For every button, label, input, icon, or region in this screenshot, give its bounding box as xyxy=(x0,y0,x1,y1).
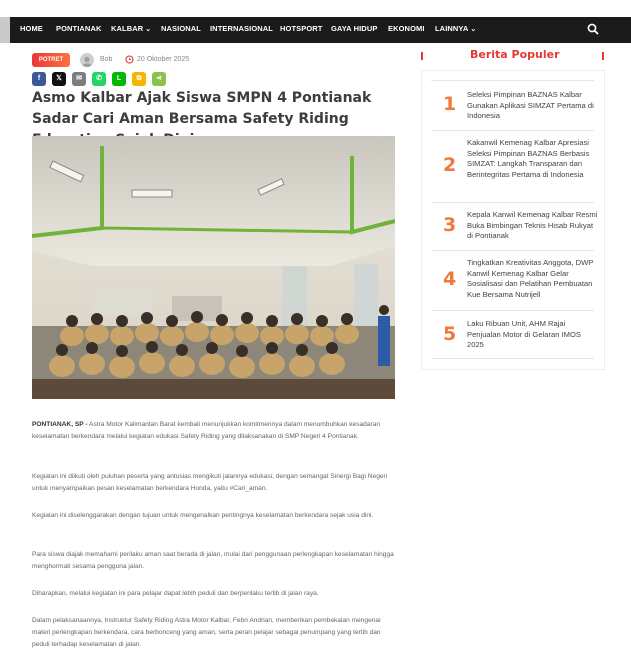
rank-number: 4 xyxy=(443,268,457,290)
divider xyxy=(431,310,594,311)
article-photo xyxy=(32,136,395,399)
user-icon xyxy=(80,54,94,67)
line-icon: L xyxy=(116,75,122,82)
publish-date: 20 Oktober 2025 xyxy=(137,56,190,63)
nav-item-label: HOME xyxy=(20,24,43,33)
nav-item-hotsport[interactable] xyxy=(280,24,322,33)
x-icon: 𝕏 xyxy=(56,75,62,82)
group-photo-image xyxy=(32,136,395,399)
rank-number: 3 xyxy=(443,214,457,236)
popular-news-link[interactable]: Seleksi Pimpinan BAZNAS Kalbar Gunakan Aplikasi SIMZAT Pertama di Indonesia xyxy=(467,90,594,121)
nav-item-kalbar[interactable] xyxy=(111,24,151,33)
divider xyxy=(431,358,594,359)
divider xyxy=(431,250,594,251)
lead-text: Astra Motor Kalimantan Barat kembali menunjukkan komitmennya dalam menumbuhkan kesadaran keselamatan berkendara melalui kegiatan edukasi Safety Riding yang dilaksanakan di SMP Negeri 4 Pontianak. xyxy=(32,421,381,440)
x-share-button[interactable] xyxy=(52,72,66,86)
nav-item-label: INTERNASIONAL xyxy=(210,24,273,33)
nav-item-label: NASIONAL xyxy=(161,24,201,33)
nav-item-label: GAYA HIDUP xyxy=(331,24,378,33)
nav-item-nasional[interactable] xyxy=(161,24,201,33)
rank-number: 1 xyxy=(443,93,457,115)
popular-news-link[interactable]: Tingkatkan Kreativitas Anggota, DWP Kanwil Kemenag Kalbar Gelar Sosialisasi dan Pelatihan Pembuatan Kue Bersama Nutrijell xyxy=(467,258,594,299)
article-paragraph: Diharapkan, melalui kegiatan ini para pelajar dapat lebih peduli dan berperilaku tertib di jalan raya. xyxy=(32,590,319,597)
popular-news-link[interactable]: Laku Ribuan Unit, AHM Rajai Penjualan Motor di Gelaran IMOS 2025 xyxy=(467,319,581,350)
article-paragraph: Para siswa diajak memahami perilaku aman saat berada di jalan, mulai dari penggunaan perlengkapan keselamatan hingga menghormati sesama pengguna jalan. xyxy=(32,551,394,570)
share-icon: ⋖ xyxy=(156,75,162,82)
rank-number: 2 xyxy=(443,154,457,176)
article-title: Asmo Kalbar Ajak Siswa SMPN 4 Pontianak Sadar Cari Aman Bersama Safety Riding xyxy=(32,90,372,127)
avatar xyxy=(80,53,94,67)
author-name[interactable]: Bob xyxy=(100,56,113,63)
nav-item-label: HOTSPORT xyxy=(280,24,323,33)
nav-item-ekonomi[interactable] xyxy=(388,24,425,33)
nav-item-pontianak[interactable] xyxy=(56,24,101,33)
nav-item-internasional[interactable] xyxy=(210,24,273,33)
nav-item-label: PONTIANAK xyxy=(56,24,102,33)
nav-item-label: KALBAR xyxy=(111,24,144,33)
share-button[interactable] xyxy=(152,72,166,86)
email-icon: ✉ xyxy=(76,75,82,82)
divider xyxy=(431,80,594,81)
clock-icon xyxy=(125,55,134,64)
nav-item-home[interactable] xyxy=(20,24,43,33)
nav-item-gaya-hidup[interactable] xyxy=(331,24,377,33)
chevron-down-icon: ⌄ xyxy=(470,26,477,33)
sidebar-title-marker xyxy=(602,52,604,60)
line-share-button[interactable] xyxy=(112,72,126,86)
category-badge[interactable]: POTRET xyxy=(32,53,70,67)
facebook-icon: f xyxy=(37,75,41,82)
article-paragraph: Kegiatan ini diselenggarakan dengan tujuan untuk mengenalkan pentingnya keselamatan berkendara sejak usia dini. xyxy=(32,512,374,519)
facebook-share-button[interactable] xyxy=(32,72,46,86)
whatsapp-share-button[interactable] xyxy=(92,72,106,86)
dateline: PONTIANAK, SP - xyxy=(32,421,88,428)
nav-item-lainnya[interactable] xyxy=(435,24,476,33)
whatsapp-icon: ✆ xyxy=(96,75,102,82)
popular-news-link[interactable]: Kepala Kanwil Kemenag Kalbar Resmi Buka Bimbingan Teknis Hisab Rukyat di Pontianak xyxy=(467,210,598,241)
top-strip xyxy=(0,0,631,17)
divider xyxy=(431,130,594,131)
nav-item-label: EKONOMI xyxy=(388,24,425,33)
nav-item-label: LAINNYA xyxy=(435,24,469,33)
rank-number: 5 xyxy=(443,323,457,345)
chevron-down-icon: ⌄ xyxy=(145,26,152,33)
article-paragraph: Dalam pelaksanaannya, Instruktur Safety Riding Astra Motor Kalbar, Febri Andrian, memberikan pembekalan mengenai materi perlengkapan berkendara, cara berbonceng yang aman, serta peran pelajar sebagai penumpang yang tertib dan peduli terhadap keselamatan di jalan. xyxy=(32,617,381,648)
search-icon[interactable] xyxy=(586,22,600,36)
article-paragraph-lead xyxy=(32,419,397,443)
email-share-button[interactable] xyxy=(72,72,86,86)
sidebar-title-marker xyxy=(421,52,423,60)
copy-icon: ⧉ xyxy=(136,75,142,82)
article-paragraph: Kegiatan ini diikuti oleh puluhan peserta yang antusias mengikuti jalannya edukasi, dengan semangat Sinergi Bagi Negeri untuk menyampaikan pesan keselamatan berkendara Honda, yaitu #Cari_aman. xyxy=(32,473,388,492)
sidebar-title: Berita Populer xyxy=(470,48,560,61)
divider xyxy=(431,202,594,203)
popular-news-link[interactable]: Kakanwil Kemenag Kalbar Apresiasi Seleksi Pimpinan BAZNAS Berbasis SIMZAT: Langkah Transparan dan Berintegritas Pertama di Indonesia xyxy=(467,138,590,179)
copy-link-button[interactable] xyxy=(132,72,146,86)
nav-edge xyxy=(0,17,10,43)
